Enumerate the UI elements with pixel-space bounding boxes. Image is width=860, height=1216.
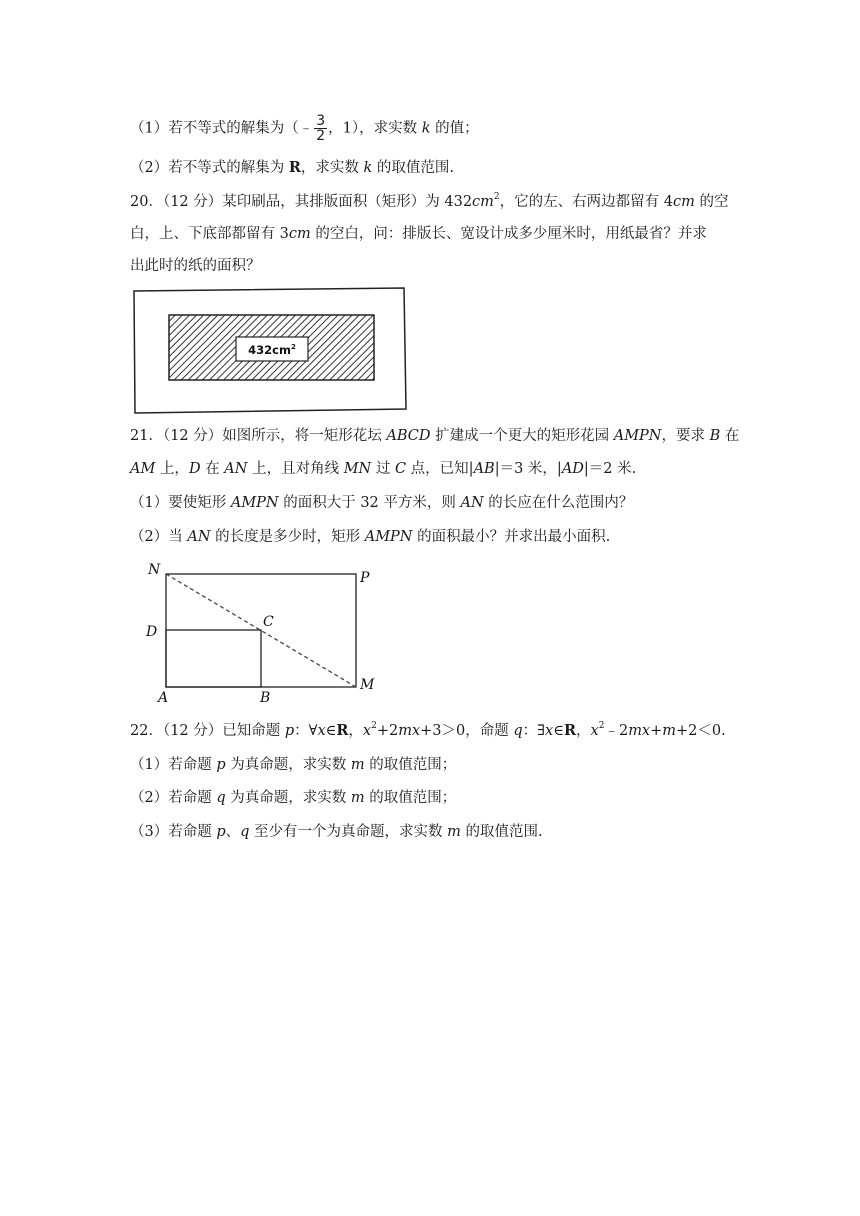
text: （1）要使矩形 bbox=[130, 495, 227, 511]
variable: mx bbox=[628, 723, 651, 739]
unit: cm bbox=[288, 226, 311, 242]
print-layout-diagram bbox=[132, 287, 407, 414]
variable: q bbox=[240, 824, 250, 840]
text: （2）若不等式的解集为 bbox=[130, 160, 285, 176]
variable: x bbox=[545, 723, 554, 739]
q20-line1 bbox=[130, 192, 728, 212]
variable: MN bbox=[343, 461, 372, 477]
unit: cm bbox=[472, 194, 494, 210]
label-B: B bbox=[260, 690, 271, 706]
q21-line1 bbox=[130, 426, 739, 446]
variable: AN bbox=[224, 461, 248, 477]
text: （2）若命题 bbox=[130, 790, 212, 806]
text: 22．（12 分）已知命题 bbox=[130, 723, 281, 739]
variable: m bbox=[447, 824, 461, 840]
text: ：∃ bbox=[522, 723, 546, 739]
fraction-denominator: 2 bbox=[316, 128, 326, 144]
variable: AMPN bbox=[364, 529, 413, 545]
q19-part2 bbox=[130, 158, 454, 178]
q21-figure bbox=[140, 558, 390, 706]
text: 的空 bbox=[694, 194, 729, 210]
label-P: P bbox=[360, 570, 370, 586]
text: 至少有一个为真命题，求实数 bbox=[254, 824, 443, 840]
garden-diagram bbox=[140, 558, 390, 706]
variable: AD bbox=[561, 461, 584, 477]
variable: AB bbox=[473, 461, 495, 477]
text: +2 bbox=[376, 723, 399, 739]
variable: AM bbox=[130, 461, 156, 477]
text: 的面积最小？并求出最小面积. bbox=[417, 529, 611, 545]
q21-part2 bbox=[130, 527, 610, 547]
text: 扩建成一个更大的矩形花园 bbox=[435, 428, 610, 444]
text: +3＞0，命题 bbox=[420, 723, 509, 739]
q20-line3 bbox=[130, 256, 261, 276]
text: +2＜0. bbox=[676, 723, 726, 739]
variable: k bbox=[421, 120, 431, 137]
variable: x bbox=[590, 723, 599, 739]
text: ：∀ bbox=[294, 723, 318, 739]
text: ，它的左、右两边都留有 4 bbox=[499, 194, 673, 210]
text: 的取值范围； bbox=[369, 790, 457, 806]
text: 的取值范围. bbox=[465, 824, 543, 840]
variable: AMPN bbox=[230, 495, 279, 511]
variable: m bbox=[662, 723, 677, 739]
text: ，求实数 bbox=[300, 160, 359, 176]
q21-line2 bbox=[130, 459, 636, 479]
variable: m bbox=[350, 757, 365, 773]
variable: AN bbox=[460, 495, 484, 511]
label-A: A bbox=[158, 690, 169, 706]
text: ，1），求实数 bbox=[328, 120, 418, 137]
variable: q bbox=[513, 723, 523, 739]
text: 上， bbox=[159, 461, 189, 477]
text: 的值； bbox=[435, 120, 479, 137]
text: |＝3 米，| bbox=[494, 461, 562, 477]
superscript: 2 bbox=[371, 721, 377, 731]
text: 、 bbox=[225, 824, 241, 840]
text: ， bbox=[576, 723, 591, 739]
rect-ABCD bbox=[166, 630, 261, 687]
label-D: D bbox=[146, 624, 158, 640]
text: 出此时的纸的面积？ bbox=[130, 258, 261, 274]
variable: AMPN bbox=[613, 428, 662, 444]
variable: C bbox=[394, 461, 407, 477]
variable: p bbox=[284, 723, 295, 739]
label-C: C bbox=[263, 614, 274, 630]
text: ，要求 bbox=[661, 428, 705, 444]
variable: p bbox=[216, 757, 226, 773]
set-symbol: R bbox=[336, 722, 349, 739]
text: + bbox=[650, 723, 663, 739]
set-symbol: R bbox=[288, 159, 301, 176]
text: 的取值范围. bbox=[376, 160, 455, 176]
q22-part1 bbox=[130, 755, 456, 775]
text: 20．（12 分）某印刷品，其排版面积（矩形）为 432 bbox=[130, 194, 473, 210]
text: |＝2 米. bbox=[583, 461, 637, 477]
variable: x bbox=[317, 723, 326, 739]
text: （3）若命题 bbox=[130, 824, 212, 840]
text: 的面积大于 32 平方米，则 bbox=[283, 495, 456, 511]
q20-figure bbox=[132, 287, 407, 414]
text: ， bbox=[348, 723, 363, 739]
text: 在 bbox=[724, 428, 740, 444]
variable: q bbox=[216, 790, 226, 806]
fraction-numerator: 3 bbox=[316, 113, 326, 129]
text: 21．（12 分）如图所示，将一矩形花坛 bbox=[130, 428, 382, 444]
text: 为真命题，求实数 bbox=[230, 790, 347, 806]
text: 的长度是多少时，矩形 bbox=[215, 529, 361, 545]
fraction bbox=[314, 114, 327, 143]
text: 的长应在什么范围内？ bbox=[488, 495, 634, 511]
superscript: 2 bbox=[493, 192, 500, 202]
variable: m bbox=[350, 790, 365, 806]
variable: B bbox=[709, 428, 721, 444]
text: ∈ bbox=[325, 723, 337, 739]
text: ﹣2 bbox=[604, 723, 629, 739]
unit: cm bbox=[673, 194, 695, 210]
q19-part1 bbox=[130, 114, 479, 143]
variable: AN bbox=[187, 529, 211, 545]
superscript: 2 bbox=[598, 721, 605, 731]
text: （2）当 bbox=[130, 529, 183, 545]
variable: x bbox=[362, 723, 372, 739]
text: 点，已知| bbox=[410, 461, 474, 477]
q22-part3 bbox=[130, 822, 543, 842]
variable: D bbox=[188, 461, 201, 477]
text: 白，上、下底部都留有 3 bbox=[130, 226, 289, 242]
text: （1）若命题 bbox=[130, 757, 212, 773]
variable: mx bbox=[398, 723, 421, 739]
variable: ABCD bbox=[386, 428, 431, 444]
q20-line2 bbox=[130, 224, 707, 244]
text: 的取值范围； bbox=[369, 757, 457, 773]
q22-line1 bbox=[130, 721, 726, 741]
set-symbol: R bbox=[563, 722, 577, 739]
label-M: M bbox=[360, 677, 375, 693]
text: 过 bbox=[375, 461, 391, 477]
variable: k bbox=[363, 160, 373, 176]
text: 为真命题，求实数 bbox=[230, 757, 347, 773]
label-N: N bbox=[148, 562, 161, 578]
text: （1）若不等式的解集为（﹣ bbox=[130, 120, 314, 137]
variable: p bbox=[216, 824, 226, 840]
text: 在 bbox=[205, 461, 220, 477]
text: 的空白，问：排版长、宽设计成多少厘米时，用纸最省？并求 bbox=[310, 226, 707, 242]
q21-part1 bbox=[130, 493, 633, 513]
q22-part2 bbox=[130, 788, 456, 808]
text: 上，且对角线 bbox=[252, 461, 340, 477]
text: ∈ bbox=[553, 723, 564, 739]
area-label: $432cm^2$ bbox=[248, 343, 296, 357]
